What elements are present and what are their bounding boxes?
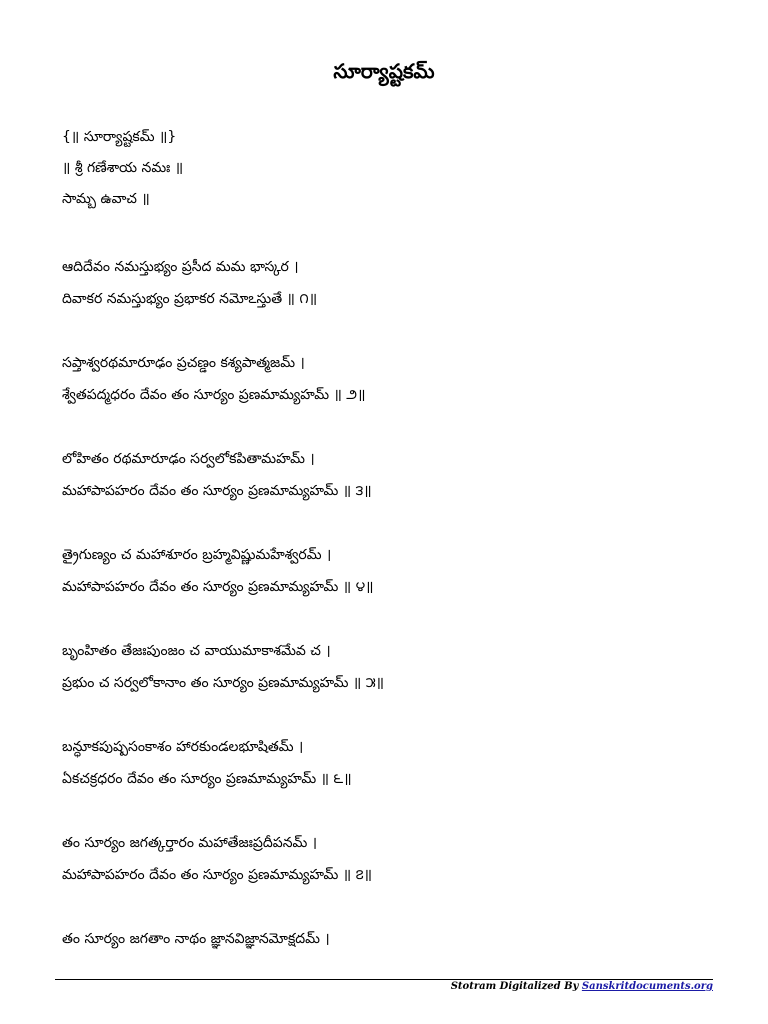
verse-line: శ్వేతపద్మధరం దేవం తం సూర్యం ప్రణమామ్యహమ్ ॥ ౨॥: [62, 387, 366, 403]
verse-list: [62, 252, 722, 1020]
verse-1: [62, 252, 722, 348]
verse-line: తం సూర్యం జగత్కర్తారం మహాతేజఃప్రదీపనమ్ ।: [62, 835, 318, 851]
verse-line: మహాపాపహరం దేవం తం సూర్యం ప్రణమామ్యహమ్ ॥ ౪॥: [62, 579, 374, 595]
intro-block: [62, 125, 722, 218]
verse-line: బన్ధూకపుష్పసంకాశం హారకుండలభూషితమ్ ।: [62, 739, 304, 755]
footer-prefix: Stotram Digitalized By: [450, 981, 582, 992]
footer-credit: [451, 980, 713, 994]
verse-line: మహాపాపహరం దేవం తం సూర్యం ప్రణమామ్యహమ్ ॥ ౩॥: [62, 483, 372, 499]
intro-line-heading: {॥ సూర్యాష్టకమ్ ॥}: [62, 129, 177, 145]
footer-link[interactable]: Sanskritdocuments.org: [581, 981, 713, 992]
verse-6: [62, 732, 722, 828]
verse-4: [62, 540, 722, 636]
verse-line: దివాకర నమస్తుభ్యం ప్రభాకర నమోఽస్తుతే ॥ ౧॥: [62, 291, 318, 307]
verse-line: తం సూర్యం జగతాం నాథం జ్ఞానవిజ్ఞానమోక్షదమ్ ।: [62, 931, 330, 947]
verse-line: త్రైగుణ్యం చ మహాశూరం బ్రహ్మవిష్ణుమహేశ్వరమ్ ।: [62, 547, 332, 563]
verse-line: మహాపాపహరం దేవం తం సూర్యం ప్రణమామ్యహమ్ ॥ ౭॥: [62, 867, 372, 883]
verse-3: [62, 444, 722, 540]
verse-line: బృంహితం తేజఃపుంజం చ వాయుమాకాశమేవ చ ।: [62, 643, 331, 659]
verse-2: [62, 348, 722, 444]
verse-line: ప్రభుం చ సర్వలోకానాం తం సూర్యం ప్రణమామ్యహమ్ ॥ ౫॥: [62, 675, 385, 691]
verse-line: లోహితం రథమారూఢం సర్వలోకపితామహమ్ ।: [62, 451, 315, 467]
verse-8: [62, 924, 722, 1020]
verse-5: [62, 636, 722, 732]
document-title: సూర్యాష్టకమ్: [333, 59, 435, 83]
intro-line-speaker: సామ్బ ఉవాచ ॥: [62, 191, 150, 207]
verse-line: ఏకచక్రధరం దేవం తం సూర్యం ప్రణమామ్యహమ్ ॥ ౬॥: [62, 771, 352, 787]
verse-line: ఆదిదేవం నమస్తుభ్యం ప్రసీద మమ భాస్కర ।: [62, 259, 299, 275]
verse-line: సప్తాశ్వరథమారూఢం ప్రచణ్డం కశ్యపాత్మజమ్ ।: [62, 355, 305, 371]
intro-line-invocation: ॥ శ్రీ గణేశాయ నమః ॥: [62, 160, 184, 176]
verse-7: [62, 828, 722, 924]
